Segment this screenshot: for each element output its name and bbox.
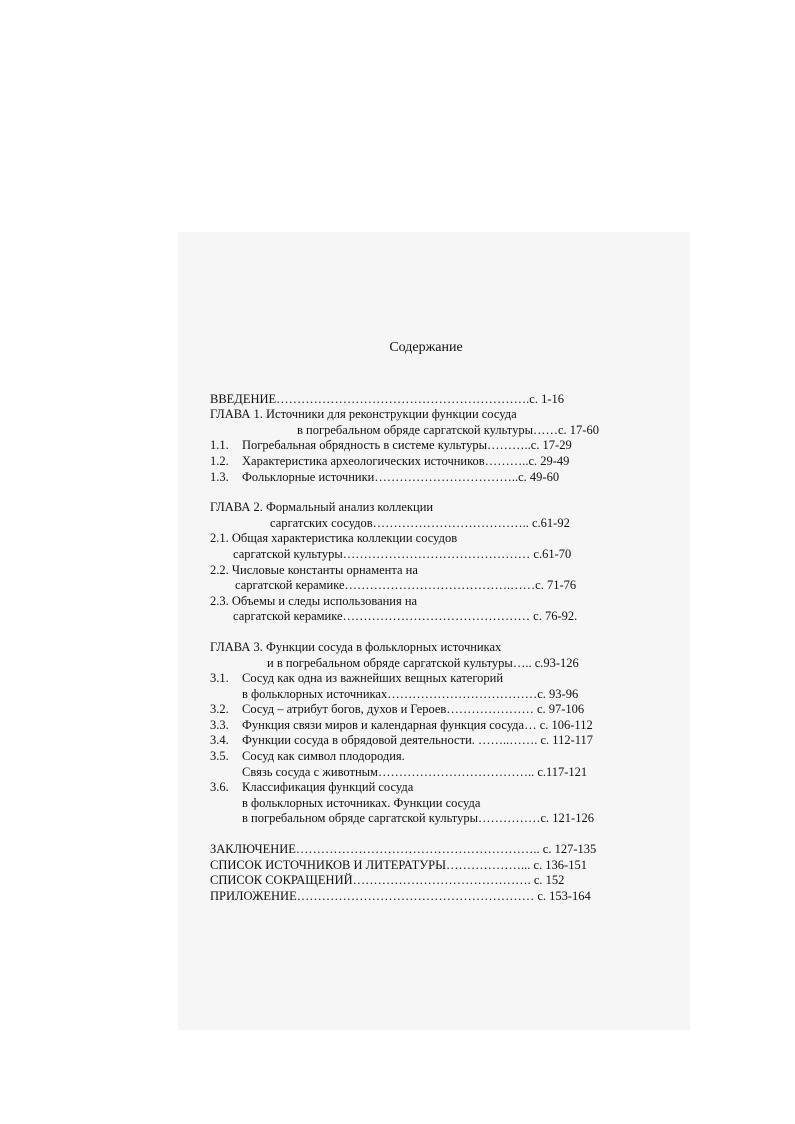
toc-section-2-3: 2.3. Объемы и следы использования на — [210, 593, 418, 608]
section-text: Классификация функций сосуда — [242, 780, 414, 795]
section-text: Сосуд как символ плодородия. — [242, 749, 405, 764]
toc-section-3-3 — [210, 718, 640, 734]
section-number: 3.4. — [210, 733, 229, 748]
section-number: 1.2. — [210, 453, 229, 468]
toc-section-1-3 — [210, 470, 640, 486]
section-number: 3.3. — [210, 717, 229, 732]
toc-section-2-3-cont: саргатской керамике……………………………………… с. 76-92. — [233, 609, 578, 624]
toc-section-3-2 — [210, 702, 640, 718]
toc-section-2-1: 2.1. Общая характеристика коллекции сосудов — [210, 531, 458, 546]
toc-back-matter — [210, 842, 640, 904]
chapter-2-title-cont: саргатских сосудов……………………………….. с.61-92 — [270, 515, 570, 530]
section-number: 3.5. — [210, 749, 229, 764]
section-text: Сосуд – атрибут богов, духов и Героев………………… с. 97-106 — [242, 702, 585, 717]
section-number: 1.1. — [210, 438, 229, 453]
section-text: Функция связи миров и календарная функция сосуда… с. 106-112 — [242, 717, 593, 732]
section-number: 3.2. — [210, 702, 229, 717]
spacer — [210, 827, 640, 842]
toc-section-2-1-cont: саргатской культуры……………………………………… с.61-70 — [233, 546, 572, 561]
chapter-3-title-cont: и в погребальном обряде саргатской культуры….. с.93-126 — [267, 655, 579, 670]
spacer — [210, 625, 640, 640]
chapter-1-title-cont: в погребальном обряде саргатской культуры……с. 17-60 — [297, 422, 599, 437]
chapter-3-title: ГЛАВА 3. Функции сосуда в фольклорных источниках — [210, 639, 502, 654]
toc-section-3-5 — [210, 749, 640, 765]
section-number: 3.1. — [210, 671, 229, 686]
section-text-cont: в фольклорных источниках. Функции сосуда — [242, 795, 481, 810]
toc-entry-conclusion: ЗАКЛЮЧЕНИЕ………………………………………………….. с. 127-135 — [210, 842, 597, 857]
toc-entry-bibliography: СПИСОК ИСТОЧНИКОВ И ЛИТЕРАТУРЫ………………... с. 136-151 — [210, 857, 587, 872]
toc-section-2-2: 2.2. Числовые константы орнамента на — [210, 562, 418, 577]
toc-section-1-1 — [210, 438, 640, 454]
section-text-cont: в фольклорных источниках………………………………с. 93-96 — [242, 686, 579, 701]
toc-entry-intro: ВВЕДЕНИЕ…………………………………………………….с. 1-16 — [210, 391, 564, 406]
toc-section-3-1 — [210, 671, 640, 687]
toc-section-1-2 — [210, 454, 640, 470]
section-number: 3.6. — [210, 780, 229, 795]
section-text: Фольклорные источники……………………………..с. 49-60 — [242, 469, 560, 484]
section-text: Характеристика археологических источников………..с. 29-49 — [242, 453, 570, 468]
toc-section-2-2-cont: саргатской керамике………………………………….……с. 71-76 — [235, 578, 577, 593]
spacer — [210, 485, 640, 500]
section-text-cont: Связь сосуда с животным……………………………….. с.117-121 — [242, 764, 588, 779]
toc-title: Содержание — [389, 340, 463, 355]
table-of-contents — [210, 340, 640, 904]
toc-section-3-6 — [210, 780, 640, 796]
toc-chapter-3 — [210, 640, 640, 827]
toc-entry-abbreviations: СПИСОК СОКРАЩЕНИЙ……………………………………. с. 152 — [210, 873, 565, 888]
chapter-1-title: ГЛАВА 1. Источники для реконструкции функции сосуда — [210, 407, 517, 422]
section-text-cont: в погребальном обряде саргатской культуры……………с. 121-126 — [242, 811, 594, 826]
toc-section-3-4 — [210, 733, 640, 749]
toc-entry-appendix: ПРИЛОЖЕНИЕ………………………………………………… с. 153-164 — [210, 888, 591, 903]
chapter-2-title: ГЛАВА 2. Формальный анализ коллекции — [210, 500, 434, 515]
section-number: 1.3. — [210, 469, 229, 484]
toc-chapter-1 — [210, 407, 640, 485]
section-text: Погребальная обрядность в системе культуры………..с. 17-29 — [242, 438, 572, 453]
section-text: Функции сосуда в обрядовой деятельности. ……..……. с. 112-117 — [242, 733, 594, 748]
toc-chapter-2 — [210, 500, 640, 625]
section-text: Сосуд как одна из важнейших вещных категорий — [242, 671, 504, 686]
